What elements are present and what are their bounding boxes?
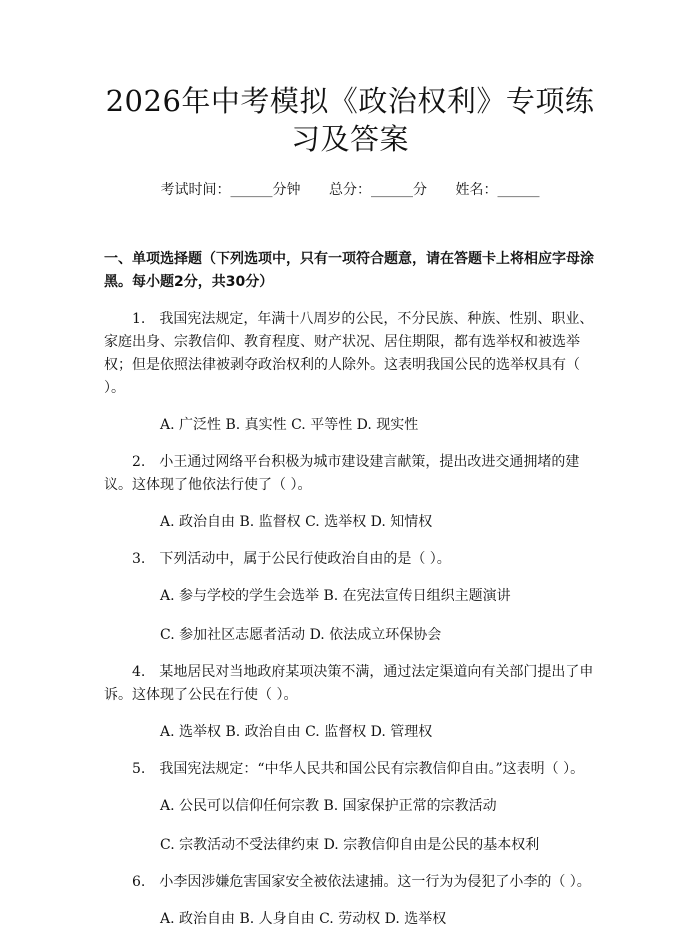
- question-stem: 6. 小李因涉嫌危害国家安全被依法逮捕。这一行为为侵犯了小李的（ ）。: [132, 874, 591, 890]
- question-options: A. 政治自由 B. 人身自由 C. 劳动权 D. 选举权: [160, 911, 447, 927]
- question-1: [104, 308, 596, 437]
- exam-meta: [104, 180, 596, 200]
- question-2: [104, 451, 596, 534]
- question-4: [104, 661, 596, 744]
- question-options: A. 公民可以信仰任何宗教 B. 国家保护正常的宗教活动: [160, 798, 497, 814]
- question-options: A. 参与学校的学生会选举 B. 在宪法宣传日组织主题演讲: [160, 588, 511, 604]
- student-name: 姓名：______: [455, 182, 540, 198]
- question-3: [104, 548, 596, 647]
- question-options: A. 选举权 B. 政治自由 C. 监督权 D. 管理权: [160, 724, 433, 740]
- exam-time: 考试时间：______分钟: [160, 182, 301, 198]
- question-stem: 4. 某地居民对当地政府某项决策不满，通过法定渠道向有关部门提出了申诉。这体现了公民在行使（ ）。: [104, 664, 594, 703]
- question-options: A. 广泛性 B. 真实性 C. 平等性 D. 现实性: [160, 417, 419, 433]
- question-options: C. 宗教活动不受法律约束 D. 宗教信仰自由是公民的基本权利: [160, 837, 540, 853]
- page-title: 2026年中考模拟《政治权利》专项练习及答案: [105, 84, 595, 156]
- question-stem: 2. 小王通过网络平台积极为城市建设建言献策，提出改进交通拥堵的建议。这体现了他依法行使了（ ）。: [104, 454, 580, 493]
- question-stem: 5. 我国宪法规定：“中华人民共和国公民有宗教信仰自由。”这表明（ ）。: [132, 761, 585, 777]
- question-6: [104, 871, 596, 931]
- section-heading: 一、单项选择题（下列选项中，只有一项符合题意，请在答题卡上将相应字母涂黑。每小题2分，共30分）: [104, 251, 594, 290]
- total-score: 总分：______分: [329, 182, 427, 198]
- question-5: [104, 758, 596, 857]
- question-stem: 3. 下列活动中，属于公民行使政治自由的是（ ）。: [132, 551, 451, 567]
- question-options: A. 政治自由 B. 监督权 C. 选举权 D. 知情权: [160, 514, 433, 530]
- question-options: C. 参加社区志愿者活动 D. 依法成立环保协会: [160, 627, 442, 643]
- question-stem: 1. 我国宪法规定，年满十八周岁的公民，不分民族、种族、性别、职业、家庭出身、宗教信仰、教育程度、财产状况、居住期限，都有选举权和被选举权；但是依照法律被剥夺政治权利的人除外。这表明我国公民的选举权具有（ ）。: [104, 311, 594, 396]
